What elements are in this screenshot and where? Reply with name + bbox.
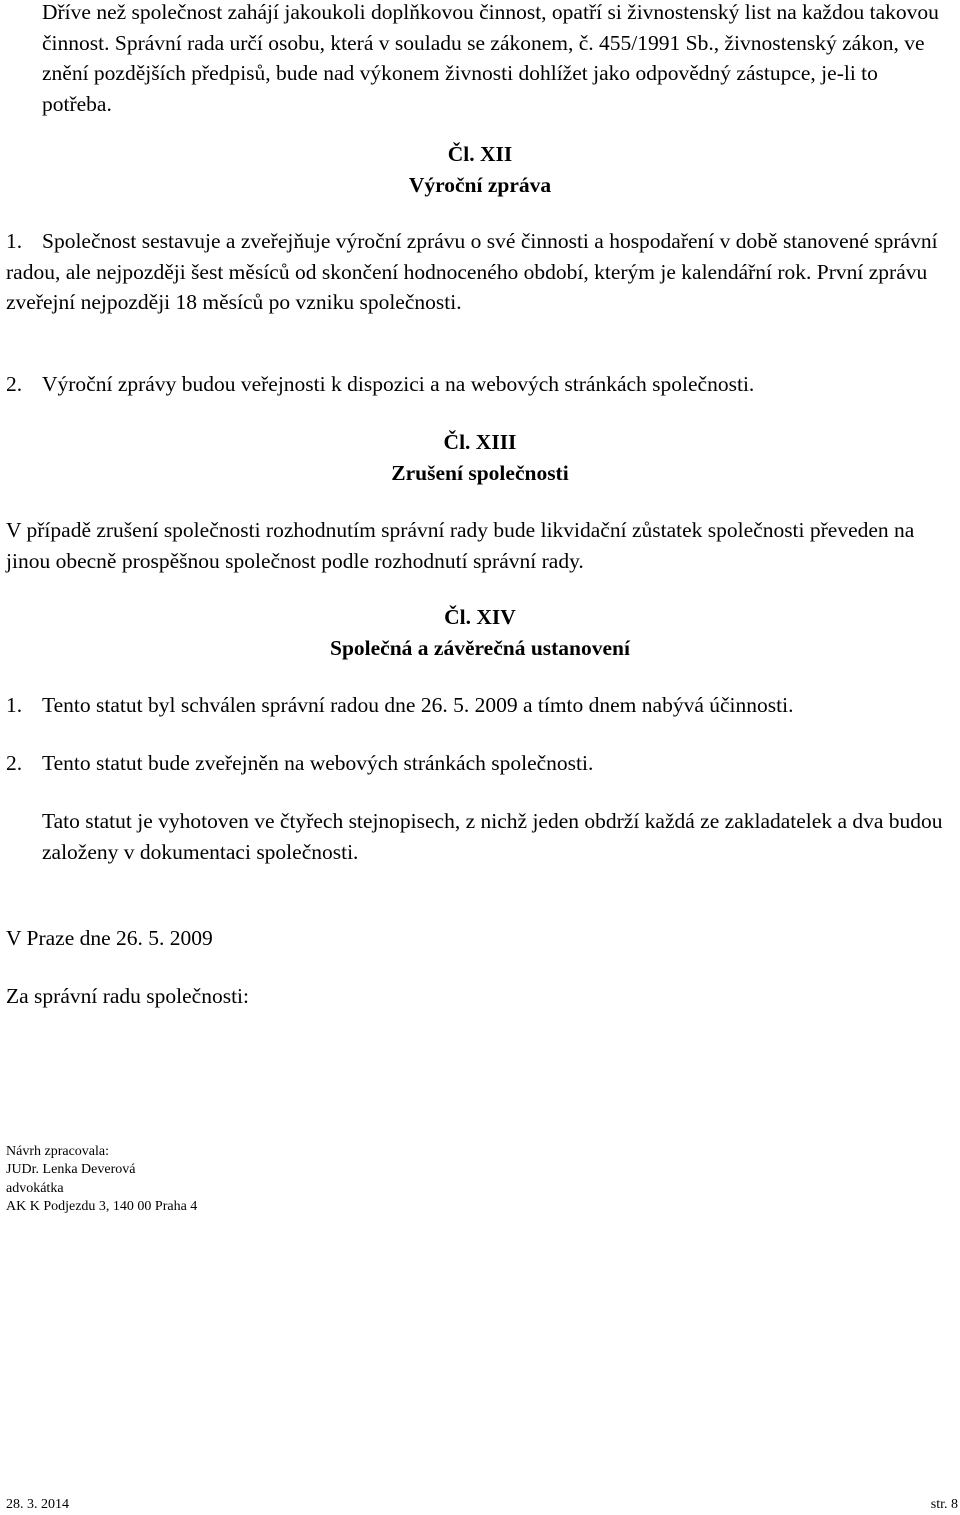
article-xiii-text: V případě zrušení společnosti rozhodnutím správní rady bude likvidační zůstatek společnosti převeden na jinou obecně prospěšnou společnost podle rozhodnutí správní rady. <box>6 518 915 573</box>
prepared-by-label: Návrh zpracovala: <box>6 1144 109 1159</box>
item-text: Výroční zprávy budou veřejnosti k dispozici a na webových stránkách společnosti. <box>42 372 755 396</box>
item-number <box>6 0 42 28</box>
footer-date: 28. 3. 2014 <box>6 1497 69 1512</box>
prepared-by-name: JUDr. Lenka Deverová <box>6 1162 136 1177</box>
paragraph-item-2 <box>6 0 950 119</box>
article-xiv-item-3 <box>6 806 950 867</box>
item-text: Tento statut bude zveřejněn na webových stránkách společnosti. <box>42 751 594 775</box>
item-number: 1. <box>6 693 23 717</box>
prepared-by-role: advokátka <box>6 1181 64 1196</box>
item-text: Dříve než společnost zahájí jakoukoli doplňkovou činnost, opatří si živnostenský list na každou takovou činnost. Správní rada určí osobu, která v souladu se zákonem, č. 455/1991 Sb., živnostenský zákon, ve znění pozdějších předpisů, bude nad výkonem živnosti dohlížet jako odpovědný zástupce, je-li to potřeba. <box>42 0 939 116</box>
article-xii-title: Výroční zpráva <box>408 173 552 197</box>
article-xii-item-1 <box>6 226 950 318</box>
signature-label: Za správní radu společnosti: <box>6 984 250 1008</box>
item-text: Tento statut byl schválen správní radou dne 26. 5. 2009 a tímto dnem nabývá účinnosti. <box>42 693 794 717</box>
item-number <box>6 806 42 837</box>
prepared-by-address: AK K Podjezdu 3, 140 00 Praha 4 <box>6 1199 198 1214</box>
item-number: 2. <box>6 372 23 396</box>
item-number: 2. <box>6 751 23 775</box>
article-xiv-item-1 <box>6 690 950 721</box>
item-text: Tato statut je vyhotoven ve čtyřech stejnopisech, z nichž jeden obdrží každá ze zakladatelek a dva budou založeny v dokumentaci společnosti. <box>42 809 943 864</box>
footer-page-number: str. 8 <box>930 1497 958 1512</box>
article-xii-number: Čl. XII <box>447 142 513 166</box>
place-date: V Praze dne 26. 5. 2009 <box>6 926 213 950</box>
article-xiii-title: Zrušení společnosti <box>391 461 569 485</box>
article-xiv-title: Společná a závěrečná ustanovení <box>329 636 630 660</box>
article-xii-item-2 <box>6 369 950 400</box>
item-text: Společnost sestavuje a zveřejňuje výroční zprávu o své činnosti a hospodaření v době stanovené správní radou, ale nejpozději šest měsíců od skončení hodnoceného období, kterým je kalendářní rok. První zprávu zveřejní nejpozději 18 měsíců po vzniku společnosti. <box>6 229 938 314</box>
article-xiv-number: Čl. XIV <box>444 605 516 629</box>
article-xiv-item-2 <box>6 748 950 779</box>
article-xiii-number: Čl. XIII <box>443 430 517 454</box>
item-number: 1. <box>6 229 23 253</box>
